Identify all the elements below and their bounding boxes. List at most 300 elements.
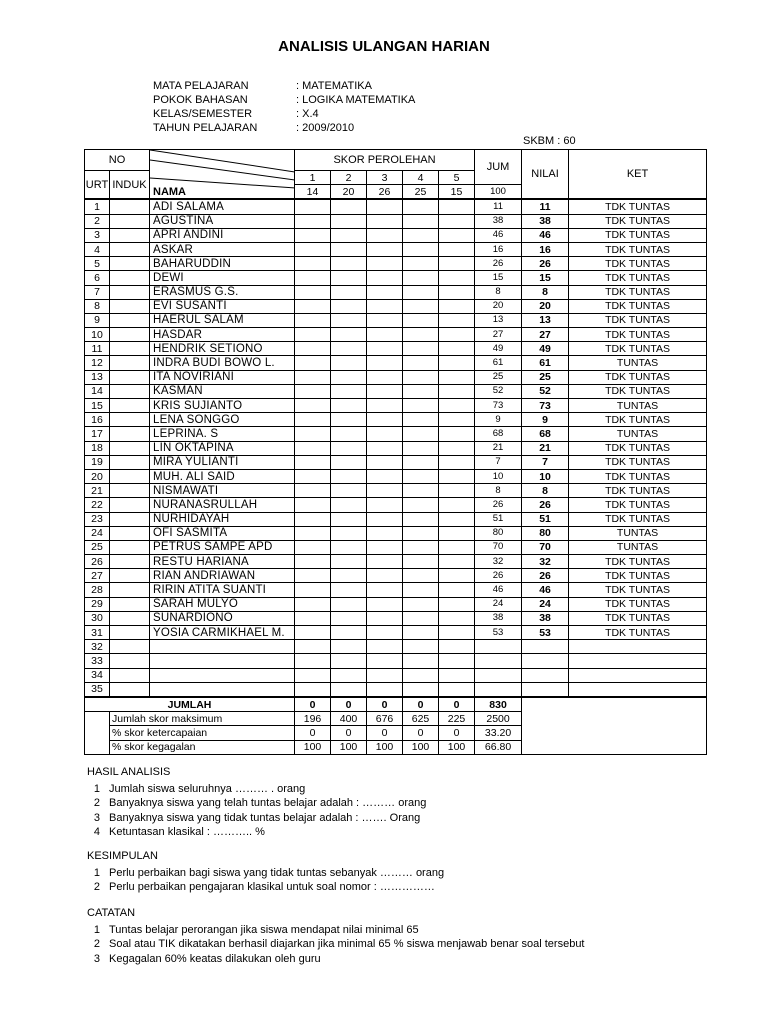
score-cell [403,413,439,427]
table-row [85,512,707,526]
score-cell [295,682,331,697]
induk-cell [110,469,150,483]
score-cell [403,199,439,214]
student-name: MUH. ALI SAID [150,469,295,483]
row-number: 1 [85,199,110,214]
row-number: 33 [85,654,110,668]
induk-cell [110,569,150,583]
jum-cell [475,682,522,697]
score-cell [439,399,475,413]
score-cell [367,512,403,526]
score-cell [331,583,367,597]
score-cell [331,313,367,327]
meta-value: : 2009/2010 [296,122,355,134]
list-item [87,796,426,811]
score-cell [295,484,331,498]
jum-max: 100 [475,185,522,200]
row-number: 35 [85,682,110,697]
score-cell [403,257,439,271]
induk-cell [110,356,150,370]
summary-value: 625 [403,712,439,726]
nilai-cell: 38 [522,214,569,228]
table-row [85,214,707,228]
score-cell [331,512,367,526]
nilai-cell: 26 [522,257,569,271]
ket-cell: TDK TUNTAS [569,498,707,512]
ket-cell: TDK TUNTAS [569,626,707,640]
induk-cell [110,626,150,640]
score-cell [439,214,475,228]
summary-rows [85,697,707,754]
soal-max: 25 [403,185,439,200]
score-cell [403,285,439,299]
score-cell [403,640,439,654]
score-cell [295,455,331,469]
ket-cell: TDK TUNTAS [569,455,707,469]
score-cell [439,597,475,611]
score-cell [295,668,331,682]
score-cell [331,555,367,569]
score-cell [439,526,475,540]
summary-value: 0 [295,697,331,712]
nilai-cell: 27 [522,328,569,342]
table-row [85,342,707,356]
table-row [85,413,707,427]
score-cell [403,313,439,327]
student-name: HASDAR [150,328,295,342]
induk-cell [110,555,150,569]
summary-row-kegagalan [85,740,707,754]
header-row [85,150,707,171]
item-text: Ketuntasan klasikal : ……….. % [109,826,265,838]
score-cell [367,257,403,271]
summary-value: 225 [439,712,475,726]
induk-cell [110,299,150,313]
score-cell [403,526,439,540]
nilai-cell: 46 [522,228,569,242]
meta-value: : X.4 [296,108,319,120]
score-cell [295,540,331,554]
score-cell [403,214,439,228]
row-number: 18 [85,441,110,455]
nilai-cell: 68 [522,427,569,441]
score-cell [331,611,367,625]
summary-value: 0 [367,697,403,712]
score-cell [439,540,475,554]
score-cell [403,299,439,313]
student-name [150,654,295,668]
ket-cell: TDK TUNTAS [569,413,707,427]
ket-cell: TDK TUNTAS [569,569,707,583]
score-cell [331,399,367,413]
nilai-cell: 8 [522,484,569,498]
row-number: 27 [85,569,110,583]
score-cell [439,427,475,441]
score-cell [331,228,367,242]
nilai-cell: 16 [522,242,569,256]
score-cell [403,512,439,526]
row-number: 26 [85,555,110,569]
score-cell [439,569,475,583]
row-number: 6 [85,271,110,285]
score-cell [295,441,331,455]
induk-cell [110,342,150,356]
score-cell [367,540,403,554]
ket-header: KET [569,150,707,200]
jum-cell: 25 [475,370,522,384]
item-text: Perlu perbaikan pengajaran klasikal untuk soal nomor : …………… [109,881,435,893]
induk-cell [110,654,150,668]
ket-cell: TDK TUNTAS [569,484,707,498]
nilai-header: NILAI [522,150,569,200]
jum-cell: 38 [475,214,522,228]
meta-row [153,79,415,93]
summary-jum: 830 [475,697,522,712]
item-number: 2 [93,797,100,809]
nilai-cell: 51 [522,512,569,526]
ket-cell: TDK TUNTAS [569,555,707,569]
induk-cell [110,214,150,228]
score-cell [403,469,439,483]
row-number: 9 [85,313,110,327]
score-cell [295,583,331,597]
nilai-cell: 10 [522,469,569,483]
jum-cell: 32 [475,555,522,569]
nilai-cell: 24 [522,597,569,611]
score-cell [403,626,439,640]
student-name [150,668,295,682]
score-cell [439,555,475,569]
score-cell [367,455,403,469]
meta-row [153,93,415,107]
score-cell [367,597,403,611]
jum-cell: 8 [475,285,522,299]
jum-cell: 16 [475,242,522,256]
soal-max: 26 [367,185,403,200]
jum-cell: 51 [475,512,522,526]
soal-max: 15 [439,185,475,200]
score-cell [295,299,331,313]
score-cell [403,455,439,469]
table-row [85,370,707,384]
student-name [150,682,295,697]
jum-cell [475,668,522,682]
kesimpulan [87,849,444,895]
nama-label: NAMA [153,186,186,199]
table-row [85,228,707,242]
induk-cell [110,597,150,611]
score-cell [367,242,403,256]
score-cell [331,484,367,498]
student-name: RIAN ANDRIAWAN [150,569,295,583]
table-row [85,441,707,455]
score-cell [403,498,439,512]
score-cell [439,271,475,285]
jum-cell [475,654,522,668]
induk-cell [110,413,150,427]
ket-cell: TDK TUNTAS [569,313,707,327]
summary-value: 0 [403,726,439,740]
soal-number: 1 [295,171,331,185]
induk-cell [110,384,150,398]
row-number: 17 [85,427,110,441]
score-cell [439,257,475,271]
student-name: APRI ANDINI [150,228,295,242]
jum-cell: 53 [475,626,522,640]
summary-value: 100 [295,740,331,754]
induk-cell [110,512,150,526]
student-name: YOSIA CARMIKHAEL M. [150,626,295,640]
row-number: 4 [85,242,110,256]
score-cell [439,299,475,313]
score-cell [295,498,331,512]
nilai-cell: 53 [522,626,569,640]
score-cell [439,370,475,384]
score-cell [295,399,331,413]
score-cell [331,328,367,342]
score-cell [403,569,439,583]
score-cell [367,498,403,512]
table-row [85,384,707,398]
score-cell [439,654,475,668]
ket-cell: TDK TUNTAS [569,583,707,597]
row-number: 2 [85,214,110,228]
induk-cell [110,370,150,384]
induk-cell [110,313,150,327]
score-cell [331,214,367,228]
score-cell [403,427,439,441]
row-number: 28 [85,583,110,597]
score-cell [295,512,331,526]
row-number: 19 [85,455,110,469]
score-cell [331,356,367,370]
row-number: 25 [85,540,110,554]
summary-spacer [85,726,110,740]
nilai-cell [522,682,569,697]
table-row [85,611,707,625]
soal-number: 5 [439,171,475,185]
score-cell [295,427,331,441]
nilai-cell [522,668,569,682]
induk-cell [110,328,150,342]
table-row [85,427,707,441]
jum-cell: 11 [475,199,522,214]
table-row [85,498,707,512]
score-table [84,149,707,755]
score-cell [367,299,403,313]
induk-cell [110,484,150,498]
jum-cell: 70 [475,540,522,554]
item-number: 2 [93,938,100,950]
summary-value: 0 [439,697,475,712]
summary-row-jumlah [85,697,707,712]
score-cell [403,668,439,682]
score-cell [367,526,403,540]
ket-cell: TUNTAS [569,356,707,370]
row-number: 16 [85,413,110,427]
nilai-cell: 80 [522,526,569,540]
row-number: 23 [85,512,110,526]
nilai-cell: 25 [522,370,569,384]
jum-cell: 46 [475,583,522,597]
score-cell [439,441,475,455]
row-number: 22 [85,498,110,512]
score-cell [439,455,475,469]
row-number: 11 [85,342,110,356]
section-heading: CATATAN [87,907,136,919]
row-number: 20 [85,469,110,483]
score-cell [367,370,403,384]
induk-cell [110,441,150,455]
score-cell [367,469,403,483]
student-name: ADI SALAMA [150,199,295,214]
induk-cell [110,682,150,697]
score-cell [439,611,475,625]
item-number: 3 [93,811,100,824]
score-cell [439,285,475,299]
student-name: KRIS SUJIANTO [150,399,295,413]
score-cell [367,399,403,413]
score-cell [439,356,475,370]
catatan [87,906,585,966]
item-text: Perlu perbaikan bagi siswa yang tidak tuntas sebanyak ……… orang [109,866,445,879]
table-row [85,469,707,483]
score-cell [331,384,367,398]
row-number: 24 [85,526,110,540]
nilai-cell: 61 [522,356,569,370]
summary-value: 100 [403,740,439,754]
meta-key: TAHUN PELAJARAN [153,122,258,134]
score-cell [331,441,367,455]
jum-cell: 21 [475,441,522,455]
nilai-cell: 20 [522,299,569,313]
score-cell [403,611,439,625]
table-row [85,540,707,554]
nilai-cell: 26 [522,498,569,512]
ket-cell: TDK TUNTAS [569,611,707,625]
summary-value: 100 [439,740,475,754]
score-cell [403,540,439,554]
score-cell [403,328,439,342]
summary-row-max [85,712,707,726]
induk-cell [110,526,150,540]
student-name: BAHARUDDIN [150,257,295,271]
student-name: RIRIN ATITA SUANTI [150,583,295,597]
jum-cell: 27 [475,328,522,342]
score-cell [439,626,475,640]
soal-number: 3 [367,171,403,185]
score-cell [367,611,403,625]
nilai-cell: 49 [522,342,569,356]
summary-value: 0 [331,726,367,740]
score-cell [439,228,475,242]
score-cell [331,413,367,427]
jum-cell: 52 [475,384,522,398]
score-cell [331,498,367,512]
summary-jum: 33.20 [475,726,522,740]
ket-cell: TDK TUNTAS [569,199,707,214]
list-item [87,811,426,826]
score-cell [295,313,331,327]
summary-jum: 2500 [475,712,522,726]
score-cell [367,654,403,668]
item-text: Soal atau TIK dikatakan berhasil diajarkan jika minimal 65 % siswa menjawab benar soal tersebut [109,938,585,950]
score-cell [367,356,403,370]
score-cell [367,569,403,583]
nilai-cell: 9 [522,413,569,427]
list-item [87,952,585,967]
student-name: HAERUL SALAM [150,313,295,327]
score-cell [403,342,439,356]
student-name: SUNARDIONO [150,611,295,625]
item-number: 1 [93,923,100,936]
page-title: ANALISIS ULANGAN HARIAN [278,38,490,55]
jum-cell: 26 [475,257,522,271]
score-cell [295,370,331,384]
jum-cell: 20 [475,299,522,313]
student-name: NURHIDAYAH [150,512,295,526]
summary-label: JUMLAH [85,697,295,712]
score-cell [331,597,367,611]
score-cell [403,228,439,242]
nilai-cell: 8 [522,285,569,299]
item-number: 2 [93,881,100,893]
table-row [85,668,707,682]
soal-number: 4 [403,171,439,185]
nilai-cell: 26 [522,569,569,583]
nilai-cell: 15 [522,271,569,285]
score-cell [331,540,367,554]
score-cell [331,242,367,256]
item-number: 1 [93,866,100,879]
score-cell [331,455,367,469]
nilai-cell: 38 [522,611,569,625]
student-name: ASKAR [150,242,295,256]
score-cell [295,626,331,640]
ket-cell: TDK TUNTAS [569,299,707,313]
meta-value: : LOGIKA MATEMATIKA [296,94,416,106]
item-text: Tuntas belajar perorangan jika siswa mendapat nilai minimal 65 [109,923,419,936]
score-cell [367,682,403,697]
score-cell [295,611,331,625]
score-cell [331,668,367,682]
ket-cell [569,682,707,697]
table-row [85,285,707,299]
score-cell [295,271,331,285]
score-cell [439,328,475,342]
jum-cell: 26 [475,569,522,583]
student-name: PETRUS SAMPE APD [150,540,295,554]
list-item [87,923,585,938]
list-item [87,880,444,895]
jum-cell: 49 [475,342,522,356]
ket-cell: TDK TUNTAS [569,370,707,384]
soal-number: 2 [331,171,367,185]
induk-cell [110,540,150,554]
student-name: SARAH MULYO [150,597,295,611]
soal-max: 20 [331,185,367,200]
table-row [85,299,707,313]
summary-value: 0 [295,726,331,740]
student-name: RESTU HARIANA [150,555,295,569]
summary-label: Jumlah skor maksimum [110,712,295,726]
score-cell [331,271,367,285]
induk-cell [110,199,150,214]
student-name: HENDRIK SETIONO [150,342,295,356]
row-number: 31 [85,626,110,640]
meta-row [153,121,415,135]
table-row [85,257,707,271]
